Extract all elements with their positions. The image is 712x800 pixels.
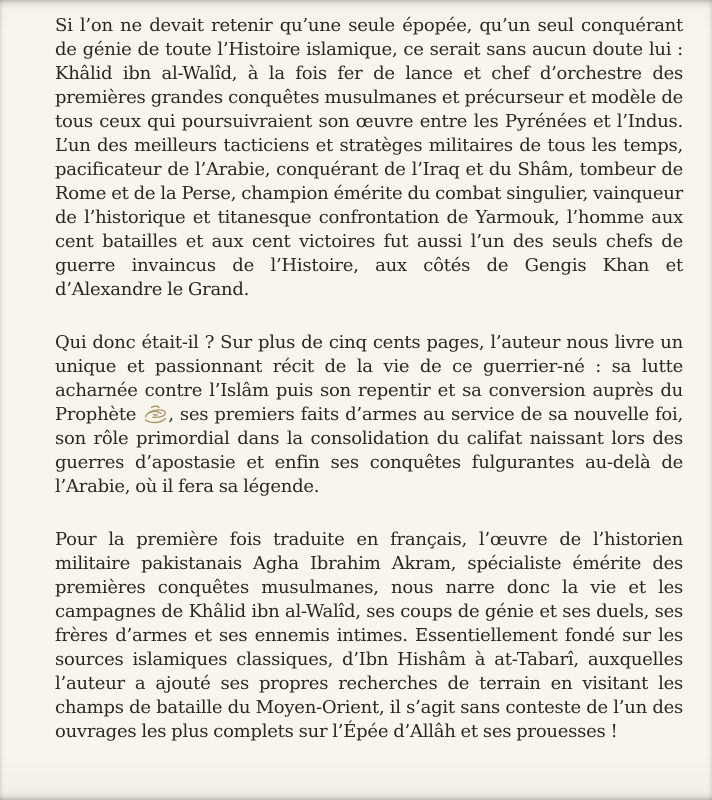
- paragraph-2-text-before: Qui donc était-il ? Sur plus de cinq cents pages, l’auteur nous livre un unique et passionnant récit de la vie de ce guerrier-né : sa lutte acharnée contre l’Islâm puis son repentir et sa conversion auprès du Prophète: [55, 332, 683, 425]
- paragraph-2: [55, 331, 683, 499]
- paragraph-2-text-after: , ses premiers faits d’armes au service de sa nouvelle foi, son rôle primordial dans la consolidation du califat naissant lors des guerres d’apostasie et enfin ses conquêtes fulgurantes au-delà de l’Arabie, où il fera sa légende.: [55, 404, 683, 497]
- text-block: [55, 14, 683, 744]
- pbuh-calligraphy-icon: [142, 403, 168, 425]
- paragraph-3: Pour la première fois traduite en français, l’œuvre de l’historien militaire pakistanais Agha Ibrahim Akram, spécialiste émérite des premières conquêtes musulmanes, nous narre donc la vie et les campagnes de Khâlid ibn al-Walîd, ses coups de génie et ses duels, ses frères d’armes et ses ennemis intimes. Essentiellement fondé sur les sources islamiques classiques, d’Ibn Hishâm à at-Tabarî, auxquelles l’auteur a ajouté ses propres recherches de terrain en visitant les champs de bataille du Moyen-Orient, il s’agit sans conteste de l’un des ouvrages les plus complets sur l’Épée d’Allâh et ses prouesses !: [55, 529, 683, 742]
- paragraph-1: Si l’on ne devait retenir qu’une seule épopée, qu’un seul conquérant de génie de toute l’Histoire islamique, ce serait sans aucun doute lui : Khâlid ibn al-Walîd, à la fois fer de lance et chef d’orchestre des premières grandes conquêtes musulmanes et précurseur et modèle de tous ceux qui poursuivraient son œuvre entre les Pyrénées et l’Indus. L’un des meilleurs tacticiens et stratèges militaires de tous les temps, pacificateur de l’Arabie, conquérant de l’Iraq et du Shâm, tombeur de Rome et de la Perse, champion émérite du combat singulier, vainqueur de l’historique et titanesque confrontation de Yarmouk, l’homme aux cent batailles et aux cent victoires fut aussi l’un des seuls chefs de guerre invaincus de l’Histoire, aux côtés de Gengis Khan et d’Alexandre le Grand.: [55, 15, 683, 300]
